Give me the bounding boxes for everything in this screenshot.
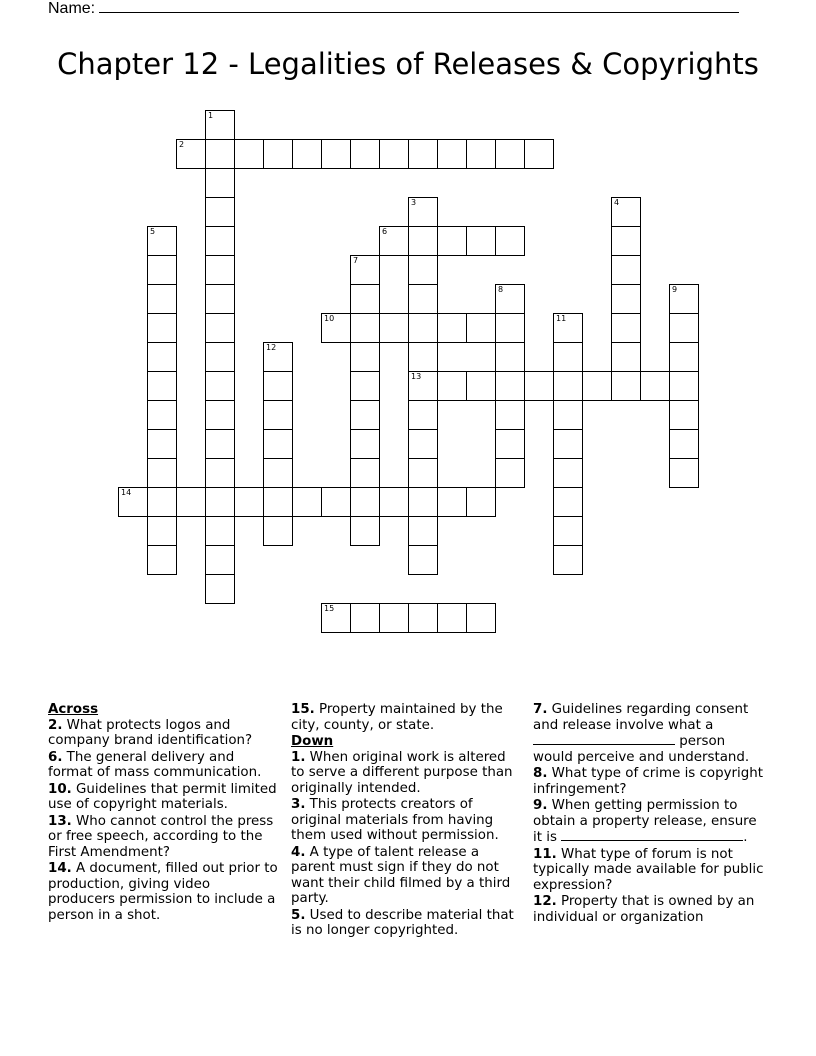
grid-cell[interactable]: [466, 313, 496, 343]
grid-cell[interactable]: [147, 255, 177, 285]
grid-cell[interactable]: [553, 400, 583, 430]
grid-cell[interactable]: [147, 342, 177, 372]
grid-cell[interactable]: [205, 371, 235, 401]
grid-cell[interactable]: [263, 400, 293, 430]
answer-blank-line: [561, 829, 743, 841]
grid-cell[interactable]: [611, 226, 641, 256]
grid-cell[interactable]: [495, 284, 525, 314]
clue-down-9: 9. When getting permission to obtain a property release, ensure it is .: [533, 798, 757, 845]
clue-number: 11: [556, 314, 567, 323]
grid-cell[interactable]: [611, 284, 641, 314]
grid-cell[interactable]: [205, 313, 235, 343]
grid-cell[interactable]: [205, 487, 235, 517]
clue-number: 14: [121, 488, 132, 497]
grid-cell[interactable]: [524, 139, 554, 169]
grid-cell[interactable]: [176, 487, 206, 517]
grid-cell[interactable]: [553, 313, 583, 343]
grid-cell[interactable]: [408, 429, 438, 459]
grid-cell[interactable]: [263, 458, 293, 488]
grid-cell[interactable]: [408, 226, 438, 256]
grid-cell[interactable]: [437, 139, 467, 169]
grid-cell[interactable]: [147, 487, 177, 517]
grid-cell[interactable]: [669, 400, 699, 430]
clue-across-6: 6. The general delivery and format of mass communication.: [48, 749, 262, 780]
grid-cell[interactable]: [118, 487, 148, 517]
clue-number: 7: [353, 256, 359, 265]
grid-cell[interactable]: [408, 255, 438, 285]
grid-cell[interactable]: [611, 313, 641, 343]
grid-cell[interactable]: [408, 313, 438, 343]
grid-cell[interactable]: [147, 429, 177, 459]
grid-cell[interactable]: [234, 139, 264, 169]
grid-cell[interactable]: [466, 139, 496, 169]
grid-cell[interactable]: [466, 371, 496, 401]
grid-cell[interactable]: [408, 284, 438, 314]
clue-down-4: 4. A type of talent release a parent must sign if they do not want their child filmed by a third party.: [291, 844, 511, 906]
clue-number: 4: [614, 198, 620, 207]
grid-cell[interactable]: [147, 284, 177, 314]
grid-cell[interactable]: [379, 313, 409, 343]
clue-number: 6: [382, 227, 388, 236]
grid-cell[interactable]: [495, 429, 525, 459]
clue-down-1: 1. When original work is altered to serve a different purpose than originally intended.: [291, 749, 513, 796]
grid-cell[interactable]: [582, 371, 612, 401]
grid-cell[interactable]: [379, 603, 409, 633]
clue-across-15: 15. Property maintained by the city, county, or state.: [291, 702, 503, 733]
grid-cell[interactable]: [669, 458, 699, 488]
grid-cell[interactable]: [408, 371, 438, 401]
grid-cell[interactable]: [437, 603, 467, 633]
grid-cell[interactable]: [321, 603, 351, 633]
grid-cell[interactable]: [669, 284, 699, 314]
grid-cell[interactable]: [437, 226, 467, 256]
grid-cell[interactable]: [205, 429, 235, 459]
clue-number: 1: [208, 111, 214, 120]
grid-cell[interactable]: [379, 487, 409, 517]
grid-cell[interactable]: [495, 371, 525, 401]
grid-cell[interactable]: [611, 371, 641, 401]
grid-cell[interactable]: [495, 139, 525, 169]
grid-cell[interactable]: [466, 603, 496, 633]
grid-cell[interactable]: [408, 516, 438, 546]
grid-cell[interactable]: [611, 197, 641, 227]
grid-cell[interactable]: [147, 458, 177, 488]
grid-cell[interactable]: [205, 284, 235, 314]
grid-cell[interactable]: [408, 342, 438, 372]
grid-cell[interactable]: [669, 313, 699, 343]
clue-list: [0, 700, 816, 960]
grid-cell[interactable]: [350, 603, 380, 633]
clue-column-3: [533, 702, 765, 958]
grid-cell[interactable]: [321, 487, 351, 517]
grid-cell[interactable]: [205, 545, 235, 575]
grid-cell[interactable]: [205, 400, 235, 430]
grid-cell[interactable]: [466, 487, 496, 517]
grid-cell[interactable]: [205, 458, 235, 488]
grid-cell[interactable]: [379, 226, 409, 256]
grid-cell[interactable]: [408, 400, 438, 430]
grid-cell[interactable]: [147, 226, 177, 256]
grid-cell[interactable]: [350, 516, 380, 546]
grid-cell[interactable]: [147, 371, 177, 401]
clue-column-2: [291, 702, 523, 958]
grid-cell[interactable]: [263, 371, 293, 401]
grid-cell[interactable]: [263, 342, 293, 372]
across-heading: Across: [48, 702, 99, 717]
clue-across-10: 10. Guidelines that permit limited use of copyright materials.: [48, 781, 277, 812]
grid-cell[interactable]: [263, 139, 293, 169]
clue-down-5: 5. Used to describe material that is no longer copyrighted.: [291, 907, 514, 938]
grid-cell[interactable]: [495, 226, 525, 256]
grid-cell[interactable]: [350, 342, 380, 372]
grid-cell[interactable]: [205, 197, 235, 227]
clue-down-11: 11. What type of forum is not typically made available for public expression?: [533, 846, 764, 893]
grid-cell[interactable]: [553, 487, 583, 517]
grid-cell[interactable]: [205, 516, 235, 546]
page-title: Chapter 12 - Legalities of Releases & Copyrights: [57, 47, 759, 81]
grid-cell[interactable]: [408, 197, 438, 227]
grid-cell[interactable]: [234, 487, 264, 517]
down-heading: Down: [291, 734, 334, 749]
answer-blank-line: [533, 733, 675, 745]
clue-number: 9: [672, 285, 678, 294]
grid-cell[interactable]: [147, 313, 177, 343]
grid-cell[interactable]: [205, 139, 235, 169]
grid-cell[interactable]: [466, 226, 496, 256]
grid-cell[interactable]: [553, 371, 583, 401]
grid-cell[interactable]: [205, 226, 235, 256]
grid-cell[interactable]: [611, 342, 641, 372]
grid-cell[interactable]: [205, 168, 235, 198]
grid-cell[interactable]: [437, 313, 467, 343]
grid-cell[interactable]: [437, 371, 467, 401]
grid-cell[interactable]: [553, 545, 583, 575]
grid-cell[interactable]: [408, 545, 438, 575]
grid-cell[interactable]: [640, 371, 670, 401]
grid-cell[interactable]: [408, 603, 438, 633]
grid-cell[interactable]: [495, 313, 525, 343]
clue-number: 10: [324, 314, 335, 323]
grid-cell[interactable]: [553, 429, 583, 459]
clue-down-8: 8. What type of crime is copyright infringement?: [533, 766, 763, 797]
grid-cell[interactable]: [147, 516, 177, 546]
grid-cell[interactable]: [205, 110, 235, 140]
clue-number: 12: [266, 343, 277, 352]
grid-cell[interactable]: [292, 487, 322, 517]
grid-cell[interactable]: [205, 255, 235, 285]
grid-cell[interactable]: [205, 342, 235, 372]
grid-cell[interactable]: [350, 313, 380, 343]
grid-cell[interactable]: [437, 487, 467, 517]
grid-cell[interactable]: [263, 429, 293, 459]
grid-cell[interactable]: [350, 400, 380, 430]
clue-across-2: 2. What protects logos and company brand identification?: [48, 717, 253, 748]
clue-down-12: 12. Property that is owned by an individual or organization: [533, 894, 755, 925]
clue-number: 13: [411, 372, 422, 381]
grid-cell[interactable]: [553, 516, 583, 546]
grid-cell[interactable]: [176, 139, 206, 169]
grid-cell[interactable]: [350, 458, 380, 488]
grid-cell[interactable]: [147, 545, 177, 575]
grid-cell[interactable]: [495, 458, 525, 488]
grid-cell[interactable]: [350, 487, 380, 517]
grid-cell[interactable]: [350, 284, 380, 314]
grid-cell[interactable]: [408, 139, 438, 169]
grid-cell[interactable]: [669, 429, 699, 459]
clue-down-3: 3. This protects creators of original materials from having them used without permission.: [291, 797, 499, 843]
grid-cell[interactable]: [495, 342, 525, 372]
grid-cell[interactable]: [350, 429, 380, 459]
grid-cell[interactable]: [553, 458, 583, 488]
grid-cell[interactable]: [669, 342, 699, 372]
grid-cell[interactable]: [408, 487, 438, 517]
clue-number: 2: [179, 140, 185, 149]
grid-cell[interactable]: [611, 255, 641, 285]
grid-cell[interactable]: [292, 139, 322, 169]
clue-number: 15: [324, 604, 335, 613]
grid-cell[interactable]: [263, 487, 293, 517]
grid-cell[interactable]: [350, 255, 380, 285]
grid-cell[interactable]: [350, 139, 380, 169]
clue-number: 3: [411, 198, 417, 207]
grid-cell[interactable]: [553, 342, 583, 372]
grid-cell[interactable]: [495, 400, 525, 430]
name-label: Name:: [48, 0, 96, 17]
clue-column-1: [48, 702, 280, 958]
clue-number: 8: [498, 285, 504, 294]
clue-across-14: 14. A document, filled out prior to production, giving video producers permission to include a person in a shot.: [48, 861, 278, 923]
grid-cell[interactable]: [263, 516, 293, 546]
grid-cell[interactable]: [408, 458, 438, 488]
clue-number: 5: [150, 227, 156, 236]
grid-cell[interactable]: [321, 313, 351, 343]
grid-cell[interactable]: [321, 139, 351, 169]
grid-cell[interactable]: [147, 400, 177, 430]
grid-cell[interactable]: [205, 574, 235, 604]
clue-down-7: 7. Guidelines regarding consent and release involve what a person would perceive and understand.: [533, 702, 750, 765]
grid-cell[interactable]: [524, 371, 554, 401]
grid-cell[interactable]: [350, 371, 380, 401]
grid-cell[interactable]: [669, 371, 699, 401]
clue-across-13: 13. Who cannot control the press or free speech, according to the First Amendment?: [48, 813, 274, 860]
grid-cell[interactable]: [379, 139, 409, 169]
